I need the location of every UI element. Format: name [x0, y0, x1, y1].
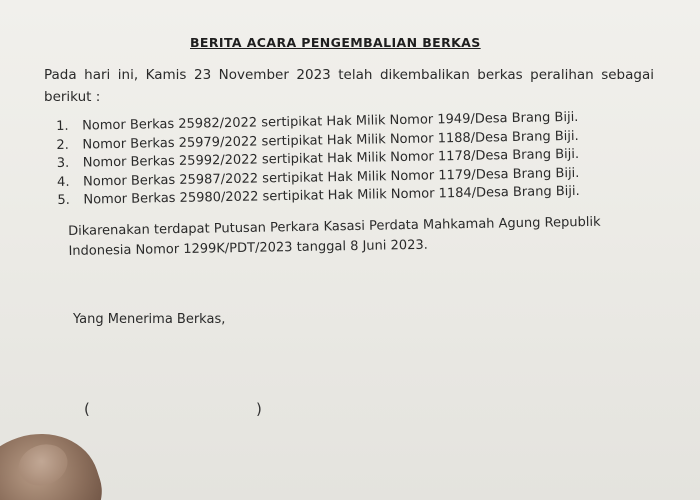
- list-item-number: 2.: [56, 137, 70, 153]
- receiver-label: Yang Menerima Berkas,: [73, 312, 226, 327]
- list-item-text: Nomor Berkas 25992/2022 sertipikat Hak Milik Nomor 1178/Desa Brang Biji.: [82, 146, 580, 171]
- berkas-list: [56, 109, 580, 211]
- reason-paragraph: Dikarenakan terdapat Putusan Perkara Kasasi Perdata Mahkamah Agung Republik Indonesia Nomor 1299K/PDT/2023 tanggal 8 Juni 2023.: [68, 214, 601, 259]
- list-item-number: 1.: [56, 118, 69, 134]
- signature-close-paren: ): [256, 400, 262, 418]
- list-item-text: Nomor Berkas 25979/2022 sertipikat Hak Milik Nomor 1188/Desa Brang Biji.: [82, 128, 579, 153]
- document-title: BERITA ACARA PENGEMBALIAN BERKAS: [190, 35, 481, 50]
- list-item-text: Nomor Berkas 25980/2022 sertipikat Hak Milik Nomor 1184/Desa Brang Biji.: [83, 183, 580, 208]
- list-item-text: Nomor Berkas 25982/2022 sertipikat Hak Milik Nomor 1949/Desa Brang Biji.: [82, 109, 579, 134]
- list-item-number: 3.: [56, 155, 70, 171]
- intro-paragraph: Pada hari ini, Kamis 23 November 2023 telah dikembalikan berkas peralihan sebagai berikut :: [44, 67, 654, 105]
- signature-open-paren: (: [84, 400, 90, 418]
- list-item-text: Nomor Berkas 25987/2022 sertipikat Hak Milik Nomor 1179/Desa Brang Biji.: [82, 165, 580, 190]
- list-item-number: 4.: [56, 174, 70, 190]
- list-item-number: 5.: [57, 192, 70, 208]
